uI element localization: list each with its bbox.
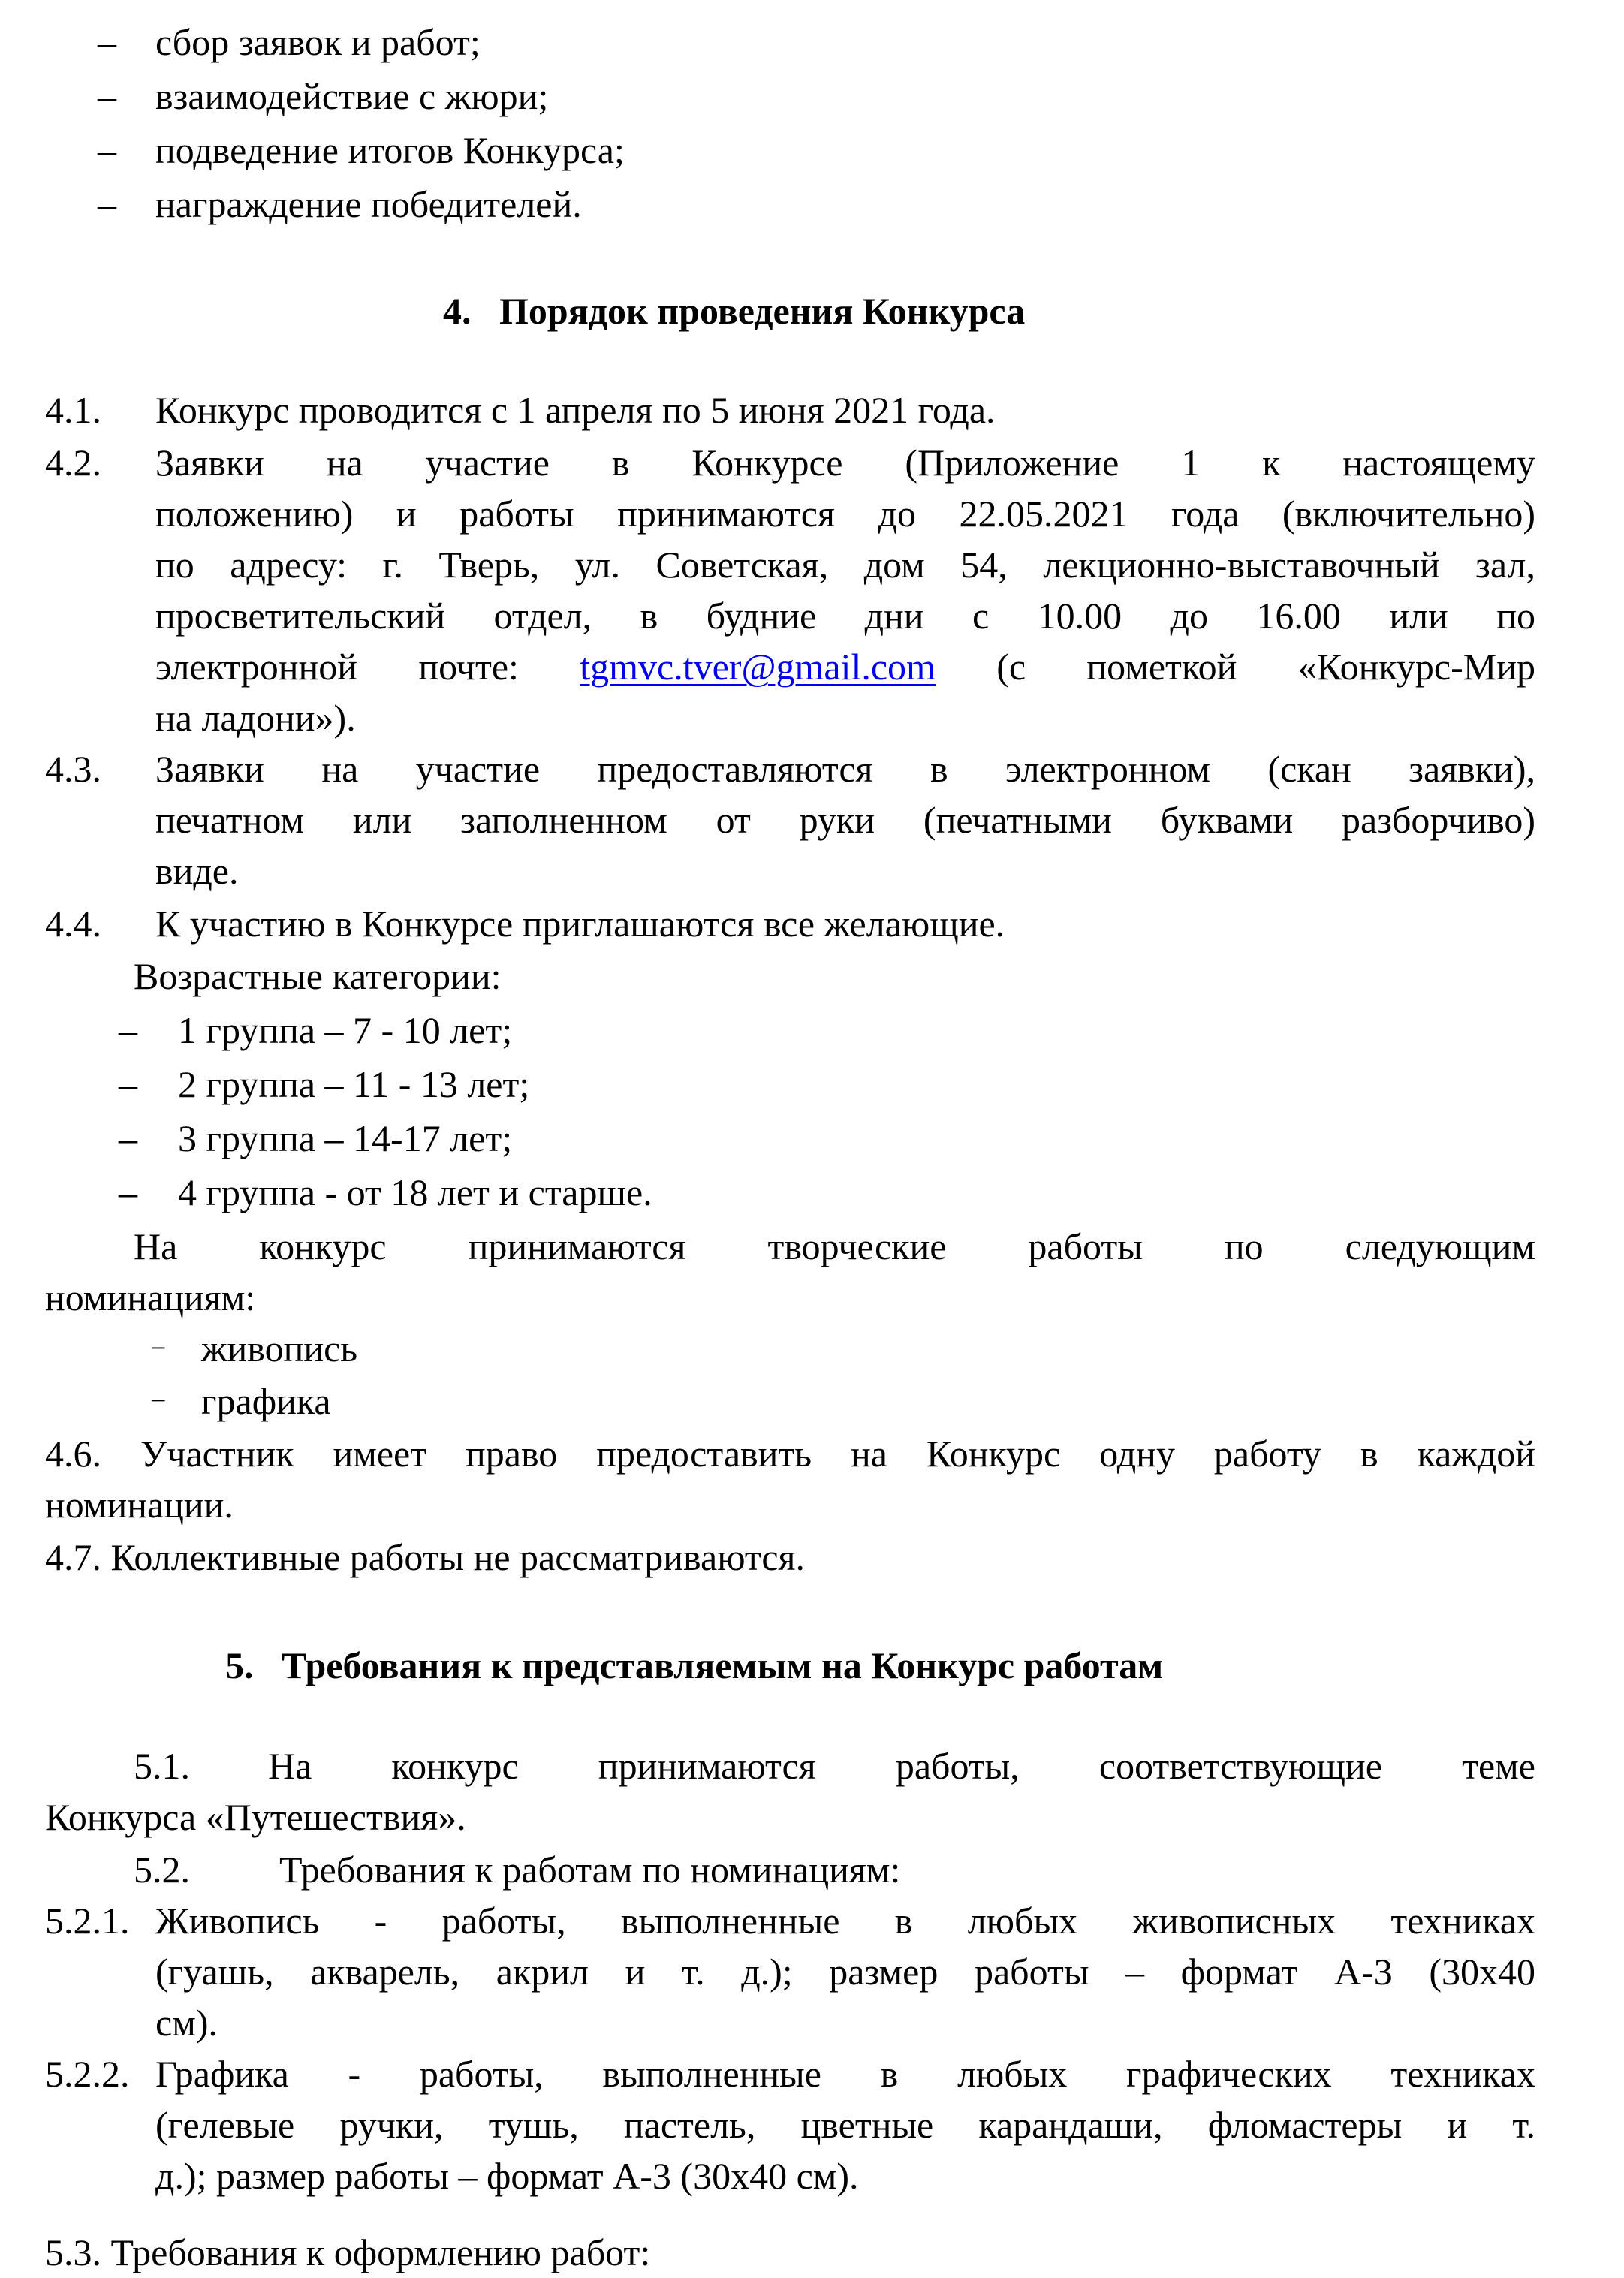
list-item: взаимодействие с жюри; xyxy=(155,75,549,117)
paragraph-line: Графика - работы, выполненные в любых графических техниках xyxy=(155,2053,1535,2095)
section-title: Порядок проведения Конкурса xyxy=(499,290,1026,332)
section-5-heading xyxy=(225,1640,1163,1691)
paragraph-line: просветительский отдел, в будние дни с 10.00 до 16.00 или по xyxy=(155,595,1535,637)
paragraph-line: на ладони»). xyxy=(155,697,356,739)
age-group-item: 2 группа – 11 - 13 лет; xyxy=(178,1063,530,1105)
item-number: 5.2. xyxy=(134,1849,190,1891)
list-dash: – xyxy=(119,1063,137,1105)
age-group-item: 1 группа – 7 - 10 лет; xyxy=(178,1009,513,1051)
paragraph-line: Требования к работам по номинациям: xyxy=(279,1849,901,1891)
paragraph-line-with-email: электронной почте: tgmvc.tver@gmail.com (с пометкой «Конкурс-Мир xyxy=(155,646,1535,688)
section-number: 5. xyxy=(225,1644,254,1686)
list-item: подведение итогов Конкурса; xyxy=(155,129,625,171)
item-number: 5.1. xyxy=(134,1745,190,1787)
item-number: 4.3. xyxy=(45,748,101,790)
list-dash: – xyxy=(98,183,116,225)
paragraph-line: виде. xyxy=(155,850,239,892)
list-dash: – xyxy=(98,75,116,117)
paragraph-line: Конкурс проводится с 1 апреля по 5 июня 2021 года. xyxy=(155,389,996,431)
paragraph-line: положению) и работы принимаются до 22.05.2021 года (включительно) xyxy=(155,493,1535,535)
paragraph-line: На конкурс принимаются творческие работы по следующим xyxy=(134,1225,1535,1267)
list-dash: – xyxy=(119,1117,137,1159)
email-link[interactable]: tgmvc.tver@gmail.com xyxy=(580,646,936,688)
age-group-item: 3 группа – 14-17 лет; xyxy=(178,1117,513,1159)
paragraph-line: 4.7. Коллективные работы не рассматриваются. xyxy=(45,1536,806,1578)
paragraph-line: (гелевые ручки, тушь, пастель, цветные карандаши, фломастеры и т. xyxy=(155,2104,1535,2146)
paragraph-line: 5.3. Требования к оформлению работ: xyxy=(45,2231,651,2273)
paragraph-line: На конкурс принимаются работы, соответствующие теме xyxy=(268,1745,1535,1787)
item-number: 4.1. xyxy=(45,389,101,431)
paragraph-line: (гуашь, акварель, акрил и т. д.); размер работы – формат А-3 (30х40 xyxy=(155,1951,1535,1993)
list-dash: – xyxy=(98,21,116,63)
paragraph-line: Заявки на участие предоставляются в электронном (скан заявки), xyxy=(155,748,1535,790)
paragraph-line: 4.6. Участник имеет право предоставить на Конкурс одну работу в каждой xyxy=(45,1433,1535,1475)
paragraph-line: Живопись - работы, выполненные в любых живописных техниках xyxy=(155,1900,1535,1942)
paragraph-line: К участию в Конкурсе приглашаются все желающие. xyxy=(155,902,1005,945)
section-4-heading xyxy=(443,285,1025,336)
paragraph-line: см). xyxy=(155,2002,218,2044)
list-dash: – xyxy=(98,129,116,171)
age-group-item: 4 группа - от 18 лет и старше. xyxy=(178,1171,652,1213)
list-dash: − xyxy=(150,1385,167,1417)
list-item: награждение победителей. xyxy=(155,183,582,225)
item-number: 4.4. xyxy=(45,902,101,945)
list-dash: − xyxy=(150,1333,167,1364)
paragraph-line: печатном или заполненном от руки (печатными буквами разборчиво) xyxy=(155,799,1535,841)
section-number: 4. xyxy=(443,290,472,332)
age-categories-heading: Возрастные категории: xyxy=(134,955,502,997)
paragraph-line: номинациям: xyxy=(45,1276,256,1318)
item-number: 5.2.2. xyxy=(45,2053,130,2095)
paragraph-line: по адресу: г. Тверь, ул. Советская, дом 54, лекционно-выставочный зал, xyxy=(155,544,1535,586)
item-number: 4.2. xyxy=(45,441,101,484)
list-item: сбор заявок и работ; xyxy=(155,21,481,63)
section-title: Требования к представляемым на Конкурс работам xyxy=(282,1644,1164,1686)
nomination-item: живопись xyxy=(201,1327,358,1370)
item-number: 5.2.1. xyxy=(45,1900,130,1942)
list-dash: – xyxy=(119,1009,137,1051)
paragraph-line: д.); размер работы – формат А-3 (30х40 см). xyxy=(155,2155,859,2197)
nomination-item: графика xyxy=(201,1380,331,1422)
paragraph-line: номинации. xyxy=(45,1484,234,1526)
list-dash: – xyxy=(119,1171,137,1213)
paragraph-line: Заявки на участие в Конкурсе (Приложение 1 к настоящему xyxy=(155,441,1535,484)
paragraph-line: Конкурса «Путешествия». xyxy=(45,1796,466,1838)
